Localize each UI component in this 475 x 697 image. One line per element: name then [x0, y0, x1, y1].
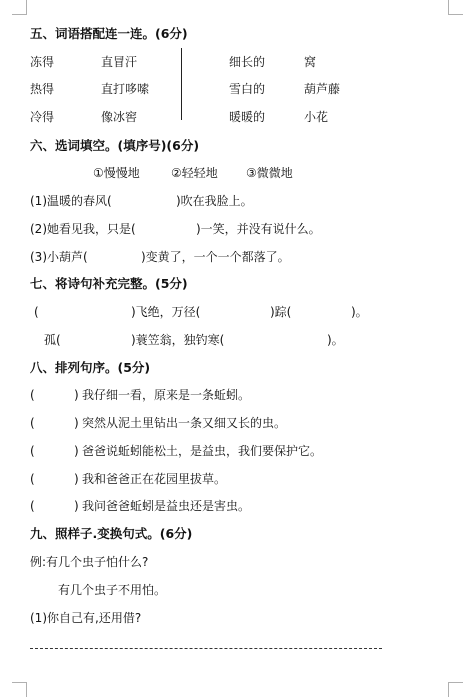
word-right-b-1: 窝 — [304, 55, 317, 69]
poem-l2-open: 孤( — [44, 333, 61, 347]
order-item-2: 突然从泥土里钻出一条又细又长的虫。 — [82, 416, 287, 430]
word-left-a-3: 冷得 — [30, 110, 55, 124]
order-item-1: 我仔细一看，原来是一条蚯蚓。 — [82, 388, 251, 402]
order-open-2: ( — [30, 416, 35, 430]
crop-mark-bottom-right — [448, 682, 463, 697]
section-8-title: 八、排列句序。(5分) — [30, 360, 151, 375]
fill-q3-start: (3)小葫芦( — [30, 250, 88, 264]
poem-l2-end: )。 — [327, 333, 344, 347]
column-divider — [181, 48, 182, 120]
order-item-5: 我问爸爸蚯蚓是益虫还是害虫。 — [82, 499, 251, 513]
option-3: ③微微地 — [246, 166, 293, 180]
order-close-2: ) — [74, 416, 79, 430]
fill-q2-end: )一笑，并没有说什么。 — [196, 222, 321, 236]
order-open-1: ( — [30, 388, 35, 402]
section-9-title: 九、照样子.变换句式。(6分) — [30, 526, 193, 541]
word-left-b-3: 像冰窖 — [101, 110, 138, 124]
order-close-1: ) — [74, 388, 79, 402]
example-sentence: 例:有几个虫子怕什么? — [30, 555, 149, 569]
answer-line[interactable] — [30, 648, 382, 649]
crop-mark-bottom-left — [12, 682, 27, 697]
word-right-a-1: 细长的 — [229, 55, 266, 69]
poem-l1-mid: )飞绝，万径( — [131, 305, 201, 319]
poem-l2-mid: )蓑笠翁，独钓寒( — [131, 333, 225, 347]
order-item-3: 爸爸说蚯蚓能松土，是益虫，我们要保护它。 — [82, 444, 323, 458]
fill-q3-end: )变黄了，一个一个都落了。 — [141, 250, 290, 264]
option-1: ①慢慢地 — [93, 166, 140, 180]
section-5-title: 五、词语搭配连一连。(6分) — [30, 26, 188, 41]
word-left-b-1: 直冒汗 — [101, 55, 138, 69]
section-7-title: 七、将诗句补充完整。(5分) — [30, 276, 188, 291]
order-item-4: 我和爸爸正在花园里拔草。 — [82, 472, 227, 486]
order-open-3: ( — [30, 444, 35, 458]
word-right-a-3: 暖暖的 — [229, 110, 266, 124]
poem-l1-mid2: )踪( — [270, 305, 292, 319]
crop-mark-top-left — [12, 0, 27, 15]
word-left-a-2: 热得 — [30, 82, 55, 96]
poem-l1-open: ( — [34, 305, 39, 319]
order-close-4: ) — [74, 472, 79, 486]
order-close-5: ) — [74, 499, 79, 513]
word-right-a-2: 雪白的 — [229, 82, 266, 96]
transform-q1: (1)你自己有,还用借? — [30, 611, 142, 625]
word-right-b-3: 小花 — [304, 110, 329, 124]
order-open-4: ( — [30, 472, 35, 486]
crop-mark-top-right — [448, 0, 463, 15]
fill-q1-start: (1)温暖的春风( — [30, 194, 112, 208]
order-open-5: ( — [30, 499, 35, 513]
word-left-a-1: 冻得 — [30, 55, 55, 69]
order-close-3: ) — [74, 444, 79, 458]
option-2: ②轻轻地 — [171, 166, 218, 180]
poem-l1-end: )。 — [351, 305, 368, 319]
word-right-b-2: 葫芦藤 — [304, 82, 341, 96]
fill-q2-start: (2)她看见我，只是( — [30, 222, 136, 236]
section-6-title: 六、选词填空。(填序号)(6分) — [30, 138, 200, 153]
word-left-b-2: 直打哆嗦 — [101, 82, 150, 96]
example-answer: 有几个虫子不用怕。 — [58, 583, 167, 597]
fill-q1-end: )吹在我脸上。 — [176, 194, 253, 208]
